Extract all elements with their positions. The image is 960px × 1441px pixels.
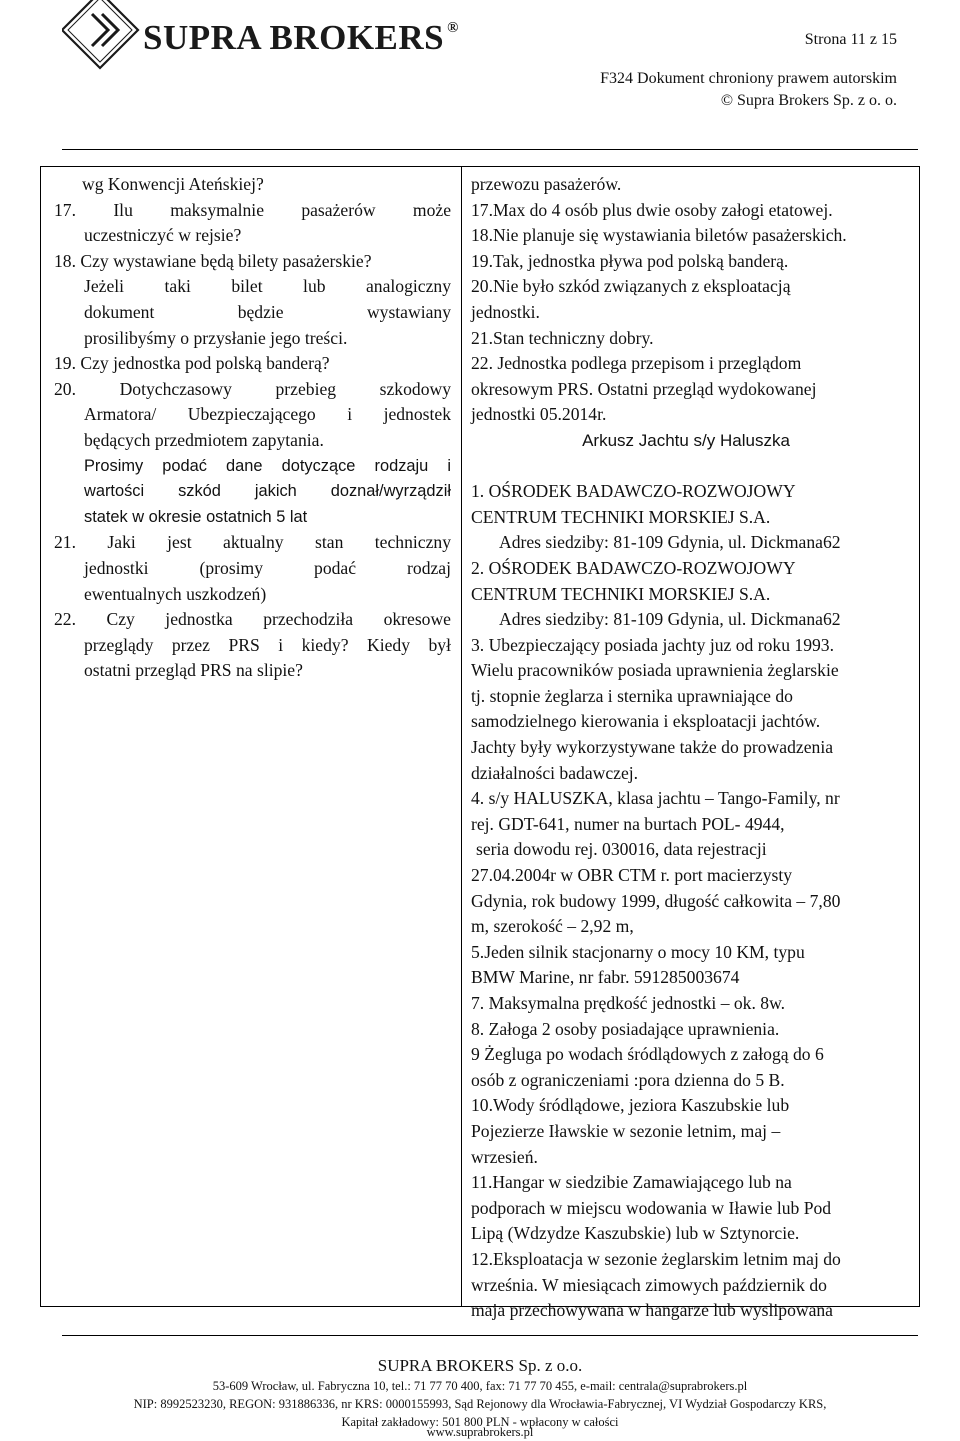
registered-mark: ® xyxy=(447,20,459,36)
brand-name: SUPRA BROKERS ® xyxy=(143,18,459,57)
answer-line: 27.04.2004r w OBR CTM r. port macierzysty xyxy=(471,865,793,886)
question-line: 18. Czy wystawiane będą bilety pasażerskie? xyxy=(54,250,372,271)
question-line: dokument będzie wystawiany xyxy=(84,301,451,322)
answer-line: CENTRUM TECHNIKI MORSKIEJ S.A. xyxy=(471,506,771,527)
footer-website[interactable]: www.suprabrokers.pl xyxy=(426,1425,534,1439)
question-line: Prosimy podać dane dotyczące rodzaju i xyxy=(84,456,451,475)
answer-line: m, szerokość – 2,92 m, xyxy=(471,916,634,937)
answer-line: rej. GDT-641, numer na burtach POL- 4944, xyxy=(471,813,785,834)
answer-line: Gdynia, rok budowy 1999, długość całkowita – 7,80 xyxy=(471,890,841,911)
question-line: 21. Jaki jest aktualny stan techniczny xyxy=(54,532,451,553)
footer-address: 53-609 Wrocław, ul. Fabryczna 10, tel.: 71 77 70 400, fax: 71 77 70 455, e-mail: centrala@suprabrokers.pl xyxy=(212,1379,748,1393)
answer-line: tj. stopnie żeglarza i sternika uprawniające do xyxy=(471,685,793,706)
answer-line: 20.Nie było szkód związanych z eksploatacją xyxy=(471,276,791,297)
answer-line: osób z ograniczeniami :pora dzienna do 5 B. xyxy=(471,1069,785,1090)
footer-company: SUPRA BROKERS Sp. z o.o. xyxy=(377,1356,583,1375)
answer-line: wrzesień. xyxy=(471,1146,538,1167)
answer-line: jednostki 05.2014r. xyxy=(471,404,607,425)
question-line: 22. Czy jednostka przechodziła okresowe xyxy=(54,609,451,630)
answer-line: 2. OŚRODEK BADAWCZO-ROZWOJOWY xyxy=(471,557,796,578)
answer-line: 21.Stan techniczny dobry. xyxy=(471,327,654,348)
yacht-sheet-heading: Arkusz Jachtu s/y Haluszka xyxy=(582,430,790,450)
questions-column xyxy=(54,172,451,684)
answer-line: 7. Maksymalna prędkość jednostki – ok. 8w. xyxy=(471,993,786,1013)
answer-line: 22. Jednostka podlega przepisom i przeglądom xyxy=(471,353,802,374)
answer-line: Adres siedziby: 81-109 Gdynia, ul. Dickmana62 xyxy=(499,532,841,553)
copyright-line-1: F324 Dokument chroniony prawem autorskim xyxy=(600,70,897,87)
question-line: statek w okresie ostatnich 5 lat xyxy=(84,507,308,526)
answer-line: podporach w miejscu wodowania w Iławie lub Pod xyxy=(471,1197,832,1218)
question-line: 17. Ilu maksymalnie pasażerów może xyxy=(54,199,451,220)
footer-registry: NIP: 8992523230, REGON: 931886336, nr KRS: 0000155993, Sąd Rejonowy dla Wrocławia-Fabrycznej, VI Wydział Gospodarczy KRS, xyxy=(133,1397,827,1411)
question-line: prosilibyśmy o przysłanie jego treści. xyxy=(84,327,348,348)
question-line: uczestniczyć w rejsie? xyxy=(84,225,242,246)
question-line: Armatora/ Ubezpieczającego i jednostek xyxy=(84,404,451,425)
answer-line: okresowym PRS. Ostatni przegląd wydokowanej xyxy=(471,378,817,399)
answer-line: Jachty były wykorzystywane także do prowadzenia xyxy=(471,737,834,758)
table-column-divider xyxy=(461,166,462,1307)
question-line: Jeżeli taki bilet lub analogiczny xyxy=(84,276,451,297)
answer-line: 12.Eksploatacja w sezonie żeglarskim letnim maj do xyxy=(471,1248,841,1269)
question-line: ewentualnych uszkodzeń) xyxy=(84,583,267,604)
footer-divider xyxy=(62,1335,918,1336)
answer-line: Pojezierze Iławskie w sezonie letnim, maj – xyxy=(471,1120,781,1141)
page-number: Strona 11 z 15 xyxy=(804,31,897,48)
question-line: przeglądy przez PRS i kiedy? Kiedy był xyxy=(84,634,451,655)
answer-line: Wielu pracowników posiada uprawnienia żeglarskie xyxy=(471,660,839,681)
answer-line: BMW Marine, nr fabr. 591285003674 xyxy=(471,967,740,988)
answer-line: Adres siedziby: 81-109 Gdynia, ul. Dickmana62 xyxy=(499,609,841,630)
answer-line: 17.Max do 4 osób plus dwie osoby załogi etatowej. xyxy=(471,199,833,220)
question-line: 19. Czy jednostka pod polską banderą? xyxy=(54,353,330,374)
answer-line: samodzielnego kierowania i eksploatacji jachtów. xyxy=(471,711,821,732)
answer-line: przewozu pasażerów. xyxy=(471,174,622,194)
answer-line: 19.Tak, jednostka pływa pod polską banderą. xyxy=(471,250,789,271)
answer-line: Lipą (Wdzydze Kaszubskie) lub w Sztynorcie. xyxy=(471,1223,800,1244)
answer-line: 3. Ubezpieczający posiada jachty juz od roku 1993. xyxy=(471,634,834,655)
answer-line: 1. OŚRODEK BADAWCZO-ROZWOJOWY xyxy=(471,481,796,502)
answers-column xyxy=(471,172,911,1324)
answer-line: 18.Nie planuje się wystawiania biletów pasażerskich. xyxy=(471,225,847,246)
answer-line: 11.Hangar w siedzibie Zamawiającego lub na xyxy=(471,1172,792,1193)
question-line: jednostki (prosimy podać rodzaj xyxy=(84,557,451,578)
footer-capital: Kapitał zakładowy: 501 800 PLN - wpłacony w całości xyxy=(341,1415,619,1429)
answer-line: 9 Żegluga po wodach śródlądowych z załogą do 6 xyxy=(471,1044,824,1065)
question-line: ostatni przegląd PRS na slipie? xyxy=(84,660,303,681)
answer-line: 10.Wody śródlądowe, jeziora Kaszubskie lub xyxy=(471,1095,790,1116)
answer-line: jednostki. xyxy=(471,301,540,322)
question-line: 20. Dotychczasowy przebieg szkodowy xyxy=(54,378,451,399)
answer-line: 8. Załoga 2 osoby posiadające uprawnienia. xyxy=(471,1018,780,1039)
question-line: będących przedmiotem zapytania. xyxy=(84,429,324,450)
spacer-line xyxy=(471,454,911,480)
copyright-line-2: © Supra Brokers Sp. z o. o. xyxy=(720,92,897,109)
answer-line: 4. s/y HALUSZKA, klasa jachtu – Tango-Family, nr xyxy=(471,788,840,809)
answer-line: działalności badawczej. xyxy=(471,762,639,783)
question-line: wg Konwencji Ateńskiej? xyxy=(82,174,264,194)
answer-line: CENTRUM TECHNIKI MORSKIEJ S.A. xyxy=(471,583,771,604)
answer-line: września. W miesiącach zimowych październik do xyxy=(471,1274,827,1295)
question-line: wartości szkód jakich doznał/wyrządził xyxy=(84,482,451,501)
answer-line: seria dowodu rej. 030016, data rejestracji xyxy=(476,839,767,860)
answer-line: maja przechowywana w hangarze lub wyslipowana xyxy=(471,1300,833,1321)
answer-line: 5.Jeden silnik stacjonarny o mocy 10 KM, typu xyxy=(471,941,805,962)
header-divider xyxy=(62,149,918,150)
